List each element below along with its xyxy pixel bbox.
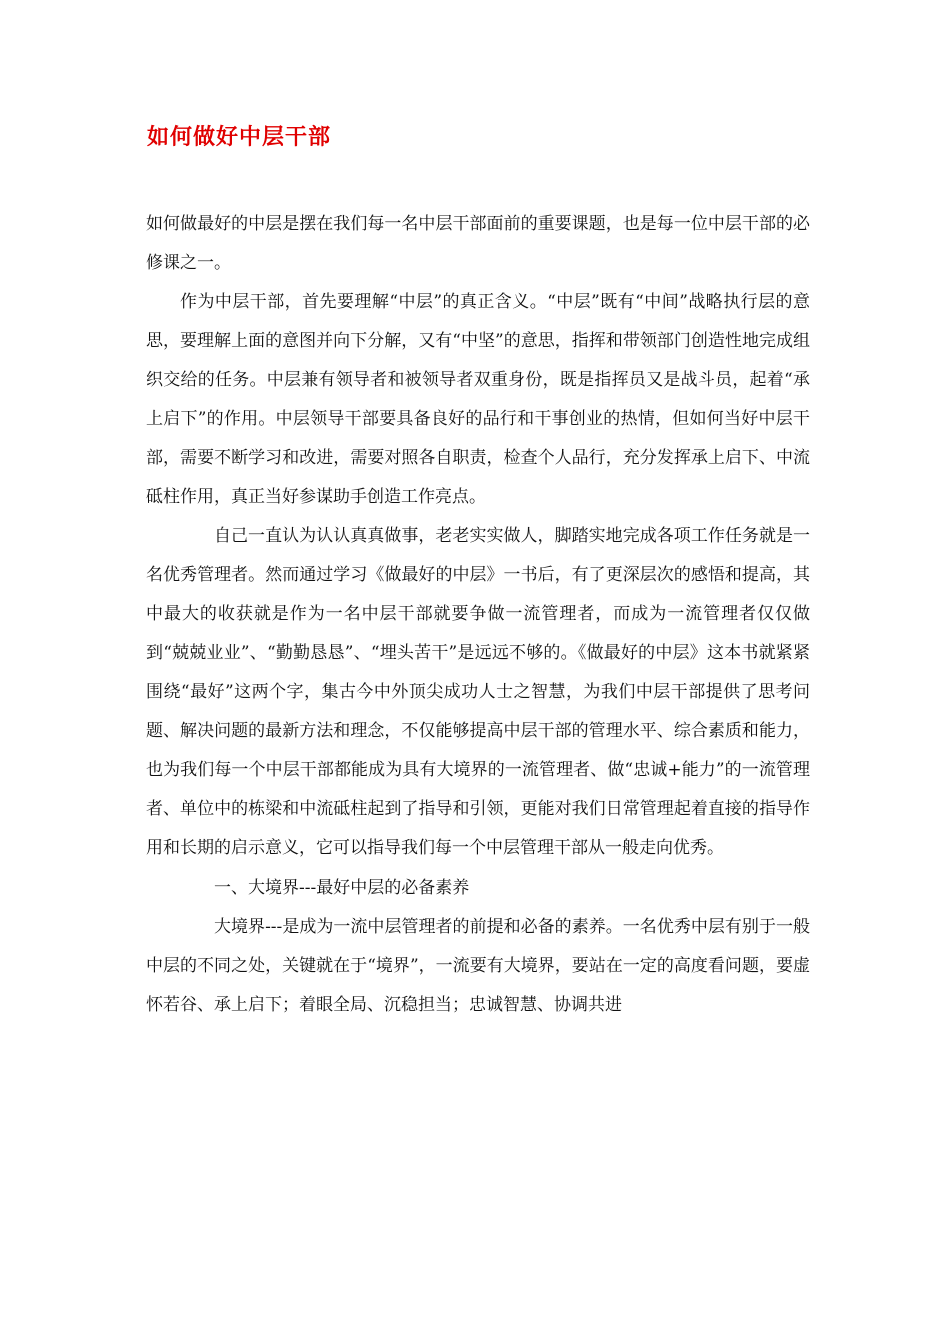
paragraph-meaning-of-middle-level: 作为中层干部，首先要理解“中层”的真正含义。“中层”既有“中间”战略执行层的意思，要理解上面的意图并向下分解，又有“中坚”的意思，指挥和带领部门创造性地完成组织交给的任务。中层兼有领导者和被领导者双重身份，既是指挥员又是战斗员，起着“承上启下”的作用。中层领导干部要具备良好的品行和干事创业的热情，但如何当好中层干部，需要不断学习和改进，需要对照各自职责，检查个人品行，充分发挥承上启下、中流砥柱作用，真正当好参谋助手创造工作亮点。 [146, 292, 810, 507]
document-title: 如何做好中层干部 [147, 125, 332, 150]
document-body [146, 205, 810, 1025]
paragraph-reading-reflection: 自己一直认为认认真真做事，老老实实做人，脚踏实地完成各项工作任务就是一名优秀管理者。然而通过学习《做最好的中层》一书后，有了更深层次的感悟和提高，其中最大的收获就是作为一名中层干部就要争做一流管理者，而成为一流管理者仅仅做到“兢兢业业”、“勤勤恳恳”、“埋头苦干”是远远不够的。《做最好的中层》这本书就紧紧围绕“最好”这两个字，集古今中外顶尖成功人士之智慧，为我们中层干部提供了思考问题、解决问题的最新方法和理念，不仅能够提高中层干部的管理水平、综合素质和能力，也为我们每一个中层干部都能成为具有大境界的一流管理者、做“忠诚+能力”的一流管理者、单位中的栋梁和中流砥柱起到了指导和引领，更能对我们日常管理起着直接的指导作用和长期的启示意义，它可以指导我们每一个中层管理干部从一般走向优秀。 [146, 526, 810, 858]
paragraph-big-vision: 大境界---是成为一流中层管理者的前提和必备的素养。一名优秀中层有别于一般中层的不同之处，关键就在于“境界”，一流要有大境界，要站在一定的高度看问题，要虚怀若谷、承上启下；着眼全局、沉稳担当；忠诚智慧、协调共进 [146, 917, 810, 1015]
section-heading: 一、大境界---最好中层的必备素养 [214, 878, 470, 898]
paragraph-intro: 如何做最好的中层是摆在我们每一名中层干部面前的重要课题，也是每一位中层干部的必修课之一。 [146, 214, 810, 273]
